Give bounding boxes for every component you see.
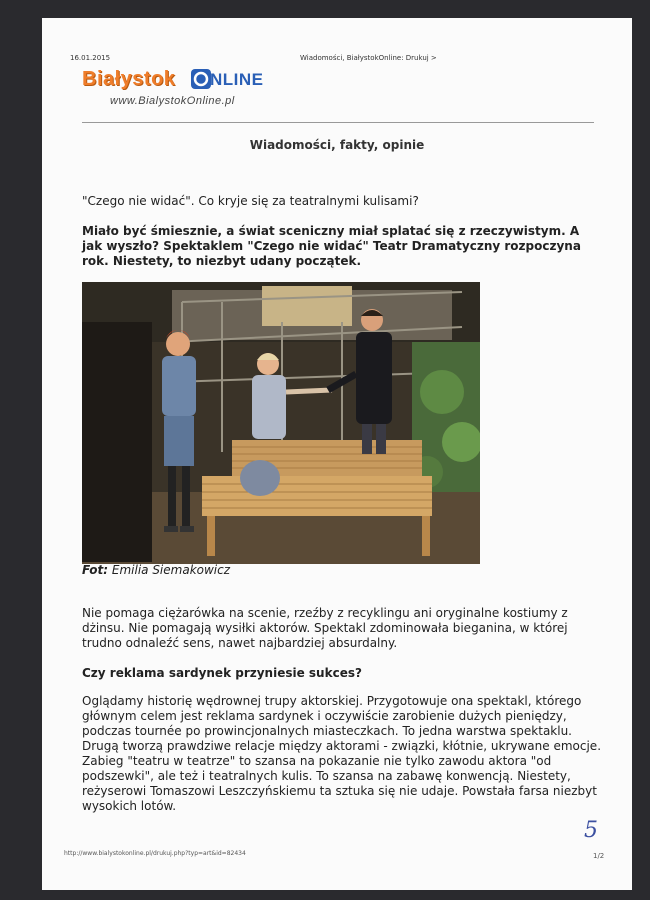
- logo-url: www.BialystokOnline.pl: [110, 95, 235, 107]
- header-divider: [82, 122, 594, 123]
- print-date: 16.01.2015: [70, 54, 111, 62]
- photo-caption-label: Fot:: [82, 563, 109, 577]
- article-title: "Czego nie widać". Co kryje się za teatralnymi kulisami?: [82, 194, 419, 208]
- logo-o-icon: [190, 68, 212, 90]
- footer-url[interactable]: http://www.bialystokonline.pl/drukuj.php?typ=art&id=82434: [64, 850, 246, 857]
- article-paragraph: Nie pomaga ciężarówka na scenie, rzeźby z recyklingu ani oryginalne kostiumy z dżinsu. Nie pomagają wysiłki aktorów. Spektakl zdominowała bieganina, w której trudno odnaleźć sens, nawet najbardziej absurdalny.: [82, 606, 568, 650]
- printed-page: [42, 18, 632, 890]
- article-subheading: Czy reklama sardynek przyniesie sukces?: [82, 666, 362, 680]
- site-logo[interactable]: [82, 68, 312, 118]
- article-photo: [82, 282, 480, 564]
- article-paragraph: Oglądamy historię wędrownej trupy aktorskiej. Przygotowuje ona spektakl, którego głównym celem jest reklama sardynek i oczywiście zarobienie dużych pieniędzy, podczas tournée po prowincjonalnych miasteczkach. To jedna warstwa spektaklu. Drugą tworzą prawdziwe relacje między aktorami - związki, kłótnie, ukrywane emocje. Zabieg "teatru w teatrze" to szansa na pokazanie nie tylko zawodu aktora "od podszewki", ale też i teatralnych kulis. To szansa na zabawę konwencją. Niestety, reżyserowi Tomaszowi Leszczyńskiemu ta sztuka się nie udaje. Powstała farsa niezbyt wysokich lotów.: [82, 694, 602, 813]
- photo-caption: [82, 563, 230, 577]
- stage-scene-image: [82, 282, 480, 564]
- logo-name: Białystok: [82, 68, 176, 90]
- logo-online: NLINE: [210, 70, 264, 89]
- print-breadcrumb: Wiadomości, BiałystokOnline: Drukuj >: [300, 54, 437, 62]
- page-number: 1/2: [593, 852, 605, 860]
- photo-caption-author: Emilia Siemakowicz: [111, 563, 231, 577]
- section-title: Wiadomości, fakty, opinie: [249, 138, 425, 152]
- article-lead: Miało być śmiesznie, a świat sceniczny miał splatać się z rzeczywistym. A jak wyszło? Spektaklem "Czego nie widać" Teatr Dramatyczny rozpoczyna rok. Niestety, to niezbyt udany początek.: [82, 224, 581, 268]
- handwritten-page-number: 5: [584, 818, 598, 843]
